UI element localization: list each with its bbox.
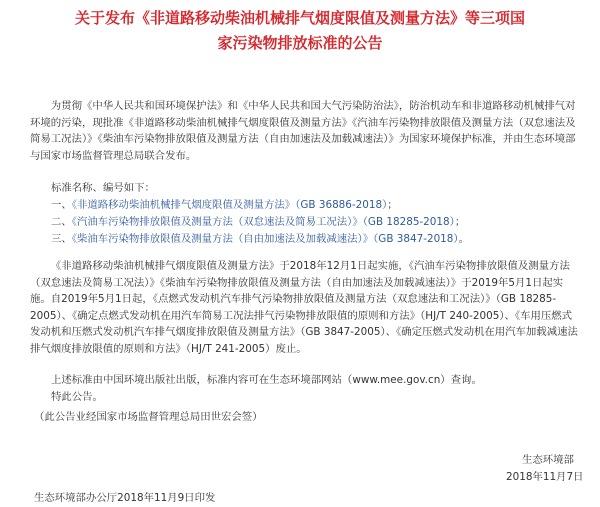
standard-item-1 [51,197,600,214]
intro-paragraph: 为贯彻《中华人民共和国环境保护法》和《中华人民共和国大气污染防治法》，防治机动车和非道路移动机械排气对环境的污染，现批准《非道路移动柴油机械排气烟度限值及测量方法》《汽油车污染物排放限值及测量方法（双怠速法及简易工况法）》《柴油车污染物排放限值及测量方法（自由加速法及加载减速法）》为国家环境保护标准，并由生态环境部与国家市场监督管理总局联合发布。 [30,100,576,162]
list-heading: 标准名称、编号如下： [51,182,155,194]
standard-item-1-prefix: 一、 [51,199,72,211]
publisher-note: 上述标准由中国环境出版社出版，标准内容可在生态环境部网站（www.mee.gov.cn）查询。 [51,374,482,386]
standard-item-2-suffix: ； [454,216,466,228]
standard-item-1-link[interactable]: 《非道路移动柴油机械排气烟度限值及测量方法》（GB 36886-2018） [71,199,388,211]
standard-item-3 [51,231,600,248]
standard-item-2 [51,214,600,231]
standard-item-3-suffix: 。 [458,233,469,245]
standard-item-1-suffix: ； [387,199,398,211]
standard-item-2-link[interactable]: 《汽油车污染物排放限值及测量方法（双怠速法及简易工况法）》（GB 18285-2018） [71,216,455,228]
standard-item-3-link[interactable]: 《柴油车污染物排放限值及测量方法（自由加速法及加载减速法）》（GB 3847-2018） [71,233,459,245]
effective-dates-paragraph: 《非道路移动柴油机械排气烟度限值及测量方法》于2018年12月1日起实施，《汽油车污染物排放限值及测量方法（双怠速法及简易工况法）》《柴油车污染物排放限值及测量方法（自由加速法及加载减速法）》于2019年5月1日起实施。自2019年5月1日起，《点燃式发动机汽车排气污染物排放限值及测量方法（双怠速法和工况法）》（GB 18285-2005）、《确定点燃式发动机在用汽车简易工况法排气污染物排放限值的原则和方法》（HJ/T 240-2005）、《车用压燃式发动机和压燃式发动机汽车排气烟度排放限值及测量方法》（GB 3847-2005）、《确定压燃式发动机在用汽车加载减速法排气烟度排放限值的原则和方法》（HJ/T 241-2005）废止。 [30,260,578,355]
signature-org: 生态环境部 [522,454,574,466]
notice-title-line-2: 家污染物排放标准的公告 [217,34,383,52]
notice-title-line-1: 关于发布《非道路移动柴油机械排气烟度限值及测量方法》等三项国 [74,9,525,27]
closing-statement: 特此公告。 [51,391,103,403]
standard-item-2-prefix: 二、 [51,216,72,228]
signature-date: 2018年11月7日 [506,471,584,483]
standard-item-3-prefix: 三、 [51,233,72,245]
cosign-note: （此公告业经国家市场监督管理总局田世宏会签） [34,411,263,423]
issuance-footer: 生态环境部办公厅2018年11月9日印发 [34,492,216,504]
